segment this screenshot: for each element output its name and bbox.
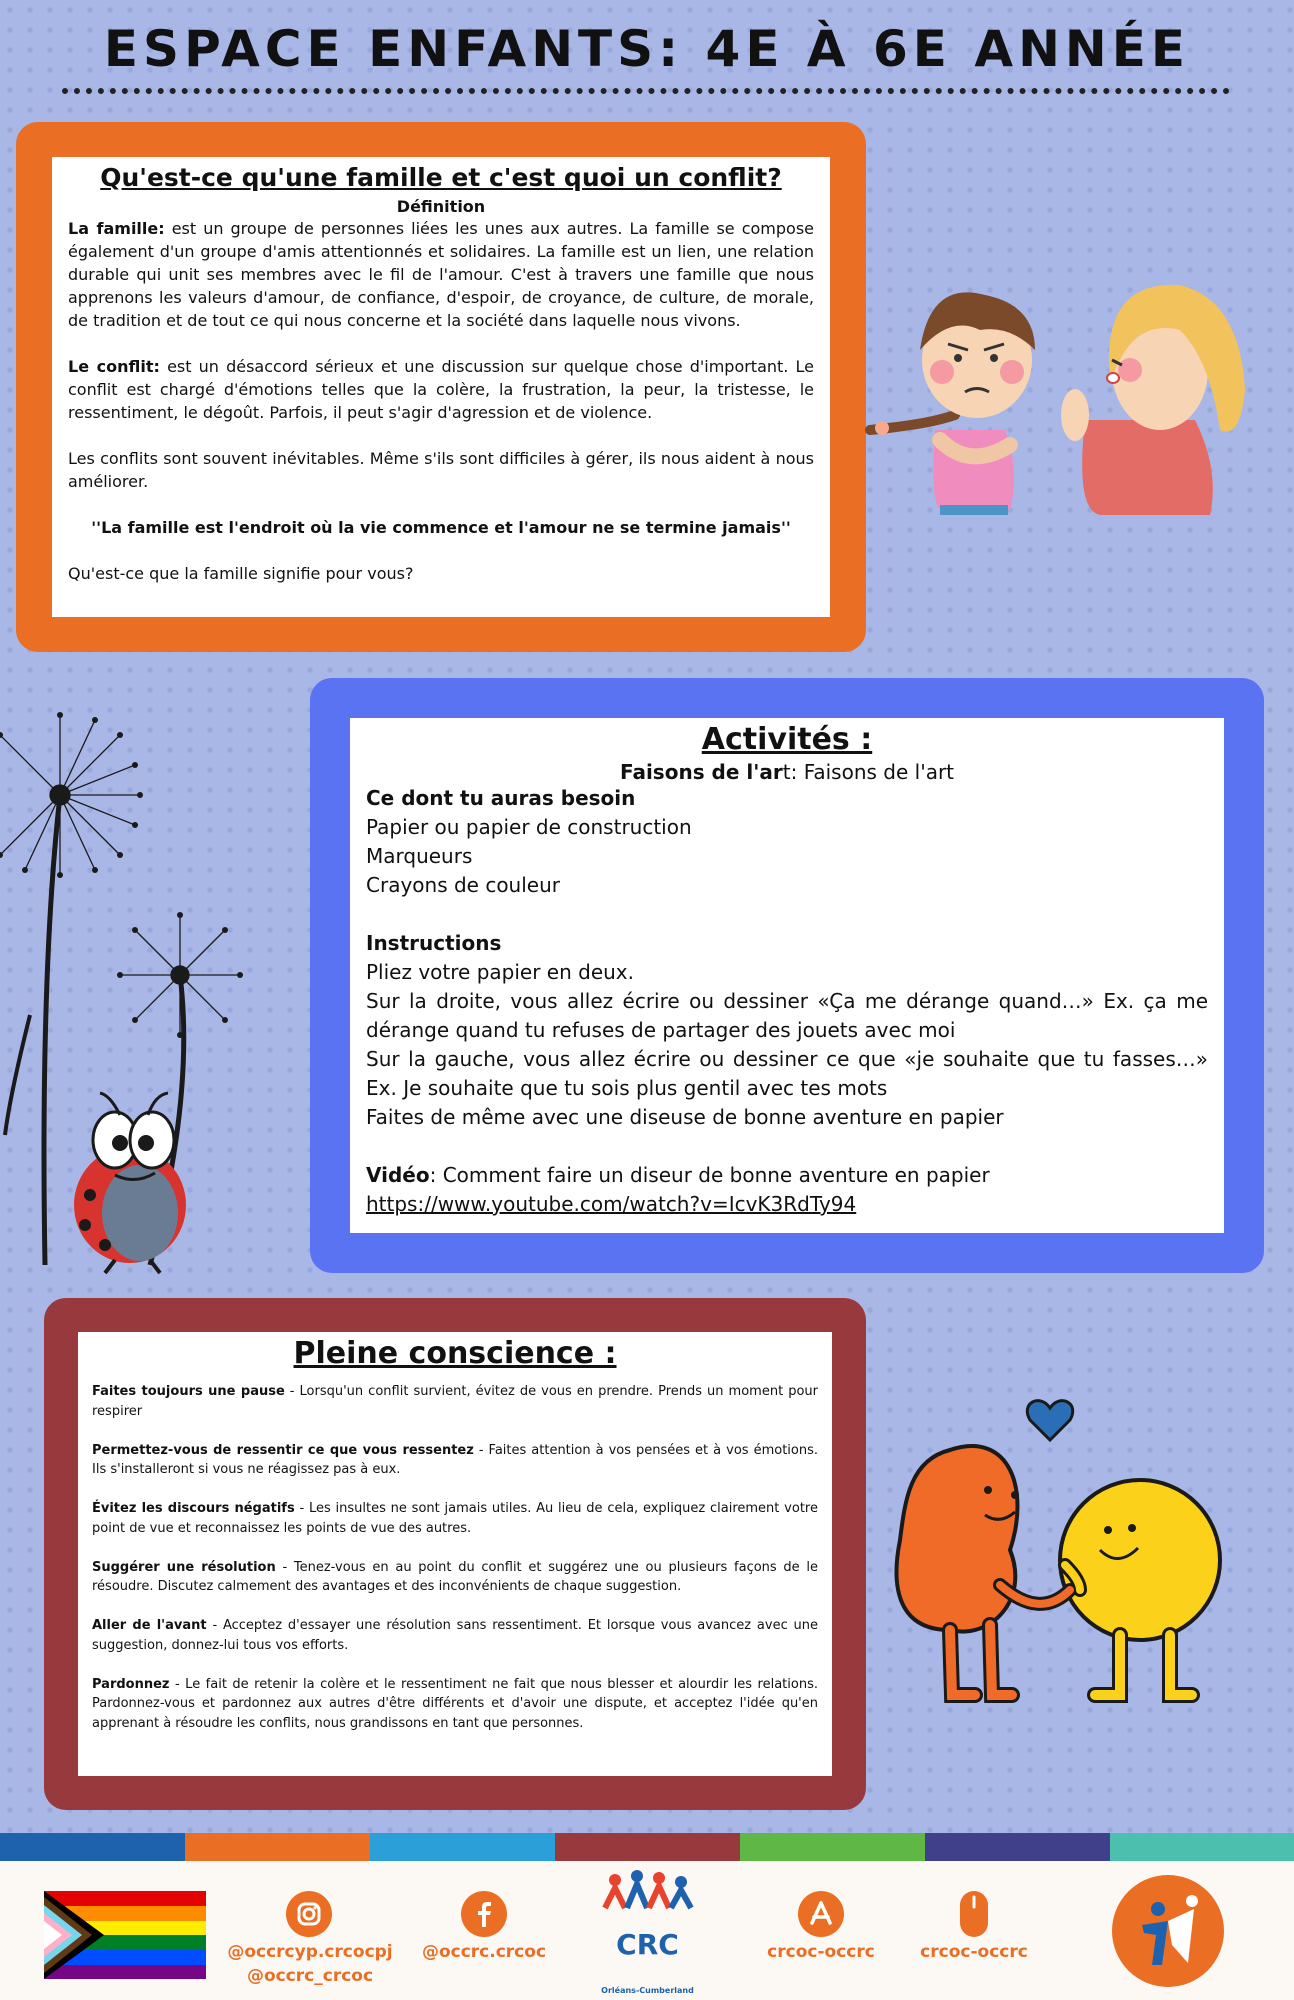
instruction-item: Sur la gauche, vous allez écrire ou dessiner ce que «je souhaite que tu fasses…» Ex. Je souhaite que tu sois plus gentil avec tes mots <box>366 1047 1208 1100</box>
instagram-handle-2[interactable]: @occrc_crcoc <box>246 1966 374 1986</box>
activites-subtitle-bold: Faisons de l'ar <box>619 760 783 784</box>
instructions-heading: Instructions <box>366 931 502 955</box>
inevitable-paragraph: Les conflits sont souvent inévitables. Même s'ils sont difficiles à gérer, ils nous aident à nous améliorer. <box>68 449 814 491</box>
instagram-handle[interactable]: @occrcyp.crcocpj <box>227 1942 393 1962</box>
video-text: : Comment faire un diseur de bonne aventure en papier <box>429 1163 990 1187</box>
pleine-item-label: Suggérer une résolution <box>92 1559 276 1575</box>
footer-strip-segment <box>370 1833 555 1861</box>
famille-question: Qu'est-ce que la famille signifie pour vous? <box>68 564 414 583</box>
instruction-item: Faites de même avec une diseuse de bonne aventure en papier <box>366 1105 1004 1129</box>
video-link[interactable]: https://www.youtube.com/watch?v=IcvK3RdTy94 <box>366 1192 857 1216</box>
app-handle[interactable]: crcoc-occrc <box>767 1942 875 1962</box>
footer-strip-segment <box>925 1833 1110 1861</box>
video-label: Vidéo <box>366 1163 430 1187</box>
facebook-icon[interactable] <box>461 1891 507 1937</box>
mouse-handle[interactable]: crcoc-occrc <box>920 1942 1028 1962</box>
footer-strip-segment <box>0 1833 185 1861</box>
pleine-item <box>92 1382 818 1421</box>
famille-label: La famille: <box>68 219 165 238</box>
besoin-heading: Ce dont tu auras besoin <box>366 786 636 810</box>
famille-subtitle: Définition <box>396 197 486 216</box>
famille-paragraph <box>68 217 814 332</box>
video-line <box>366 1161 1208 1190</box>
besoin-item: Crayons de couleur <box>366 873 560 897</box>
mouse-icon[interactable] <box>958 1889 990 1939</box>
ladybug-illustration <box>60 1085 200 1275</box>
famille-text: est un groupe de personnes liées les unes aux autres. La famille se compose également d'un groupe d'amis attentionnés et solidaires. La famille est un lien, une relation durable qui unit ses membres avec le fil de l'amour. C'est à travers une famille que nous apprenons les valeurs d'amour, de confiance, d'espoir, de croyance, de culture, de morale, de tradition et de tout ce qui nous concerne et la société dans laquelle nous vivons. <box>68 219 814 330</box>
instruction-item: Pliez votre papier en deux. <box>366 960 634 984</box>
badge-logo-icon <box>1112 1875 1224 1987</box>
arguing-kids-illustration <box>860 270 1260 520</box>
progress-pride-flag-icon <box>44 1891 206 1979</box>
pleine-card <box>78 1332 832 1776</box>
activites-card <box>350 718 1224 1233</box>
pleine-item-text: - Acceptez d'essayer une résolution sans ressentiment. Et lorsque vous avancez avec une suggestion, donnez-lui tous vos efforts. <box>92 1618 818 1653</box>
pleine-item-label: Aller de l'avant <box>92 1618 207 1633</box>
famille-title: Qu'est-ce qu'une famille et c'est quoi un conflit? <box>100 163 782 192</box>
instagram-icon[interactable] <box>286 1891 332 1937</box>
pleine-item-text: - Le fait de retenir la colère et le ressentiment ne fait que nous blesser et alourdir les relations. Pardonnez-vous et pardonnez aux autres d'être différents et d'avoir une dispute, et acceptez l'idée qu'en apprenant à résoudre les conflits, nous grandissons en tant que personnes. <box>92 1676 818 1731</box>
activites-subtitle <box>366 760 1208 784</box>
pleine-item <box>92 1499 818 1538</box>
famille-quote: ''La famille est l'endroit où la vie commence et l'amour ne se termine jamais'' <box>91 518 791 537</box>
pleine-item <box>92 1616 818 1655</box>
pleine-item-text: - Les insultes ne sont jamais utiles. Au lieu de cela, expliquez clairement votre point de vue et reconnaissez les points de vue des autres. <box>92 1501 818 1536</box>
pleine-item-text: - Faites attention à vos pensées et à vos émotions. Ils s'installeront si vous ne réagissez pas à eux. <box>92 1442 819 1477</box>
famille-card <box>52 157 830 617</box>
pleine-item-label: Permettez-vous de ressentir ce que vous ressentez <box>92 1442 474 1458</box>
page-title: ESPACE ENFANTS: 4E À 6E ANNÉE <box>103 20 1191 78</box>
pleine-item <box>92 1441 818 1480</box>
pleine-title: Pleine conscience : <box>293 1336 617 1371</box>
footer-strip-segment <box>1110 1833 1294 1861</box>
conflit-paragraph <box>68 355 814 424</box>
title-divider <box>62 88 1230 94</box>
crc-logo-letters: CRC <box>616 1928 679 1961</box>
pleine-item-label: Pardonnez <box>92 1676 170 1692</box>
footer-strip-segment <box>555 1833 740 1861</box>
conflit-text: est un désaccord sérieux et une discussion sur quelque chose d'important. Le conflit est chargé d'émotions telles que la colère, la frustration, la peur, la tristesse, le ressentiment, le dégoût. Parfois, il peut s'agir d'agression et de violence. <box>68 357 815 422</box>
pleine-item <box>92 1675 818 1734</box>
footer-strip-segment <box>185 1833 370 1861</box>
besoin-item: Marqueurs <box>366 844 473 868</box>
pleine-item-text: - Lorsqu'un conflit survient, évitez de vous en prendre. Prends un moment pour respirer <box>92 1384 818 1419</box>
crc-logo <box>595 1868 700 1928</box>
activites-subtitle-rest: t: Faisons de l'art <box>782 760 955 784</box>
crc-logo-tagline: Orléans-Cumberland <box>601 1986 694 1995</box>
conflit-label: Le conflit: <box>68 357 160 376</box>
besoin-item: Papier ou papier de construction <box>366 815 692 839</box>
pleine-item-label: Faites toujours une pause <box>92 1384 285 1399</box>
pleine-item-text: - Tenez-vous en au point du conflit et suggérez une ou plusieurs façons de le résoudre. Discutez calmement des avantages et des inconvénients de chaque suggestion. <box>92 1559 819 1594</box>
pleine-item <box>92 1558 818 1597</box>
footer-strip-segment <box>740 1833 925 1861</box>
instruction-item: Sur la droite, vous allez écrire ou dessiner «Ça me dérange quand…» Ex. ça me dérange quand tu refuses de partager des jouets avec moi <box>366 989 1208 1042</box>
friends-blobs-illustration <box>880 1390 1250 1710</box>
app-store-icon[interactable] <box>798 1891 844 1937</box>
activites-title: Activités : <box>701 722 873 757</box>
pleine-item-label: Évitez les discours négatifs <box>92 1501 295 1516</box>
facebook-handle[interactable]: @occrc.crcoc <box>421 1942 547 1962</box>
